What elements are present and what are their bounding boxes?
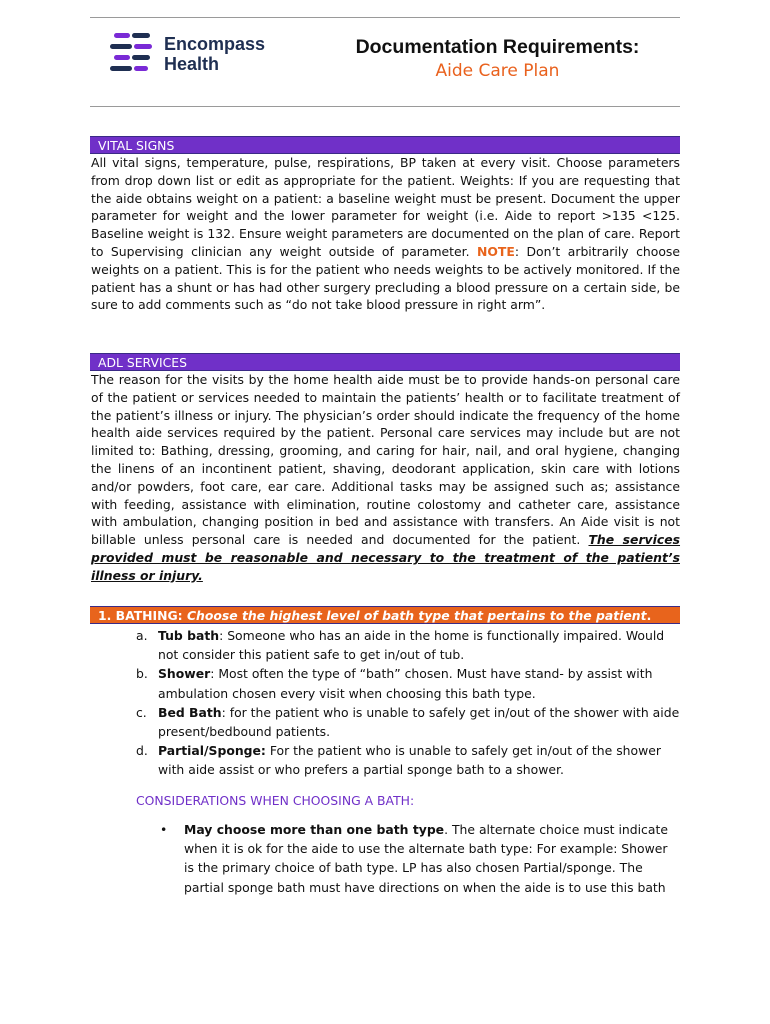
list-text: : for the patient who is unable to safely get in/out of the shower with aide present/bedbound patients. (158, 704, 680, 740)
page-title: Documentation Requirements: (355, 36, 640, 58)
list-text: : Someone who has an aide in the home is functionally impaired. Would not consider this patient safe to get in/out of tub. (158, 628, 665, 663)
list-item-partial-sponge (136, 741, 680, 779)
vital-signs-body (91, 154, 680, 314)
bath-type-list (136, 626, 680, 780)
bathing-heading-period: . (646, 608, 652, 623)
vital-signs-heading: VITAL SIGNS (90, 136, 680, 154)
list-marker: a. (136, 628, 148, 643)
adl-services-emphasis: The services provided must be reasonable and necessary to the treatment of the patient’s illness or injury. (91, 532, 681, 583)
bathing-heading (90, 606, 680, 624)
list-term: Bed Bath (158, 704, 222, 720)
considerations-heading: CONSIDERATIONS WHEN CHOOSING A BATH: (136, 793, 415, 808)
top-rule (90, 17, 680, 18)
list-term: Tub bath (158, 628, 220, 643)
adl-services-text: The reason for the visits by the home health aide must be to provide hands-on personal care of the patient or services needed to maintain the patients’ health or to facilitate treatment of the patient’s illness or injury. The physician’s order should indicate the frequency of the home health aide services required by the patient. Personal care services may include but are not limited to: Bathing, dressing, grooming, and caring for hair, nail, and oral hygiene, changing the linens of an incontinent patient, shaving, deodorant application, skin care with lotions and/or powders, foot care, ear care. Additional tasks may be assigned such as; assistance with feeding, assistance with elimination, routine colostomy and catheter care, assistance with ambulation, changing position in bed and assistance with transfers. An Aide visit is not billable unless personal care is needed and documented for the patient. (91, 372, 680, 548)
header-bottom-rule (90, 106, 680, 107)
bathing-heading-instruction: Choose the highest level of bath type that pertains to the patient (186, 608, 647, 623)
list-marker: b. (136, 666, 148, 682)
list-text: : Most often the type of “bath” chosen. Must have stand- by assist with ambulation chosen every visit when choosing this bath type. (158, 666, 653, 701)
logo-text-line2: Health (164, 54, 220, 74)
vital-signs-text-2: : Don’t arbitrarily choose weights on a patient. This is for the patient who needs weights to be actively monitored. If the patient has a shunt or has had other surgery precluding a blood pressure on a certain side, be sure to add comments such as “do not take blood pressure in right arm”. (91, 243, 680, 313)
title-block (330, 35, 665, 83)
adl-services-heading: ADL SERVICES (90, 353, 680, 371)
bullet-text: . The alternate choice must indicate when it is ok for the aide to use the alternate bath type: For example: Shower is the primary choice of bath type. LP has also chosen Partial/sponge. The partial sponge bath must have directions on when the aide is to use this bath (184, 822, 668, 895)
considerations-list (160, 820, 680, 897)
list-item (160, 820, 680, 897)
list-term: Shower (158, 666, 211, 682)
bullet-term: May choose more than one bath type (184, 822, 445, 837)
page-subtitle: Aide Care Plan (435, 61, 560, 81)
logo-text-line1: Encompass (164, 34, 266, 54)
encompass-health-logo (108, 30, 288, 80)
vital-signs-text-1: All vital signs, temperature, pulse, respirations, BP taken at every visit. Choose parameters from drop down list or edit as appropriate for the patient. Weights: If you are requesting that the aide obtains weight on a patient: a baseline weight must be present. Document the upper parameter for weight and the lower parameter for weight (i.e. Aide to report >135 <125. Baseline weight is 132. Ensure weight parameters are documented on the plan of care. Report to Supervising clinician any weight outside of parameter. (91, 155, 680, 259)
list-marker: d. (136, 743, 148, 759)
list-item-bed-bath (136, 703, 680, 741)
logo-mark-icon (108, 30, 156, 80)
list-text: For the patient who is unable to safely get in/out of the shower with aide assist or who prefers a partial sponge bath to a shower. (158, 743, 661, 778)
list-term: Partial/Sponge: (158, 743, 266, 759)
logo-wordmark (164, 34, 294, 74)
note-label: NOTE (477, 243, 515, 259)
list-item-tub-bath (136, 626, 680, 664)
adl-services-body (91, 371, 680, 585)
bullet-icon: • (160, 822, 168, 837)
list-item-shower (136, 664, 680, 702)
bathing-heading-label: 1. BATHING: (98, 608, 187, 623)
list-marker: c. (136, 704, 147, 720)
